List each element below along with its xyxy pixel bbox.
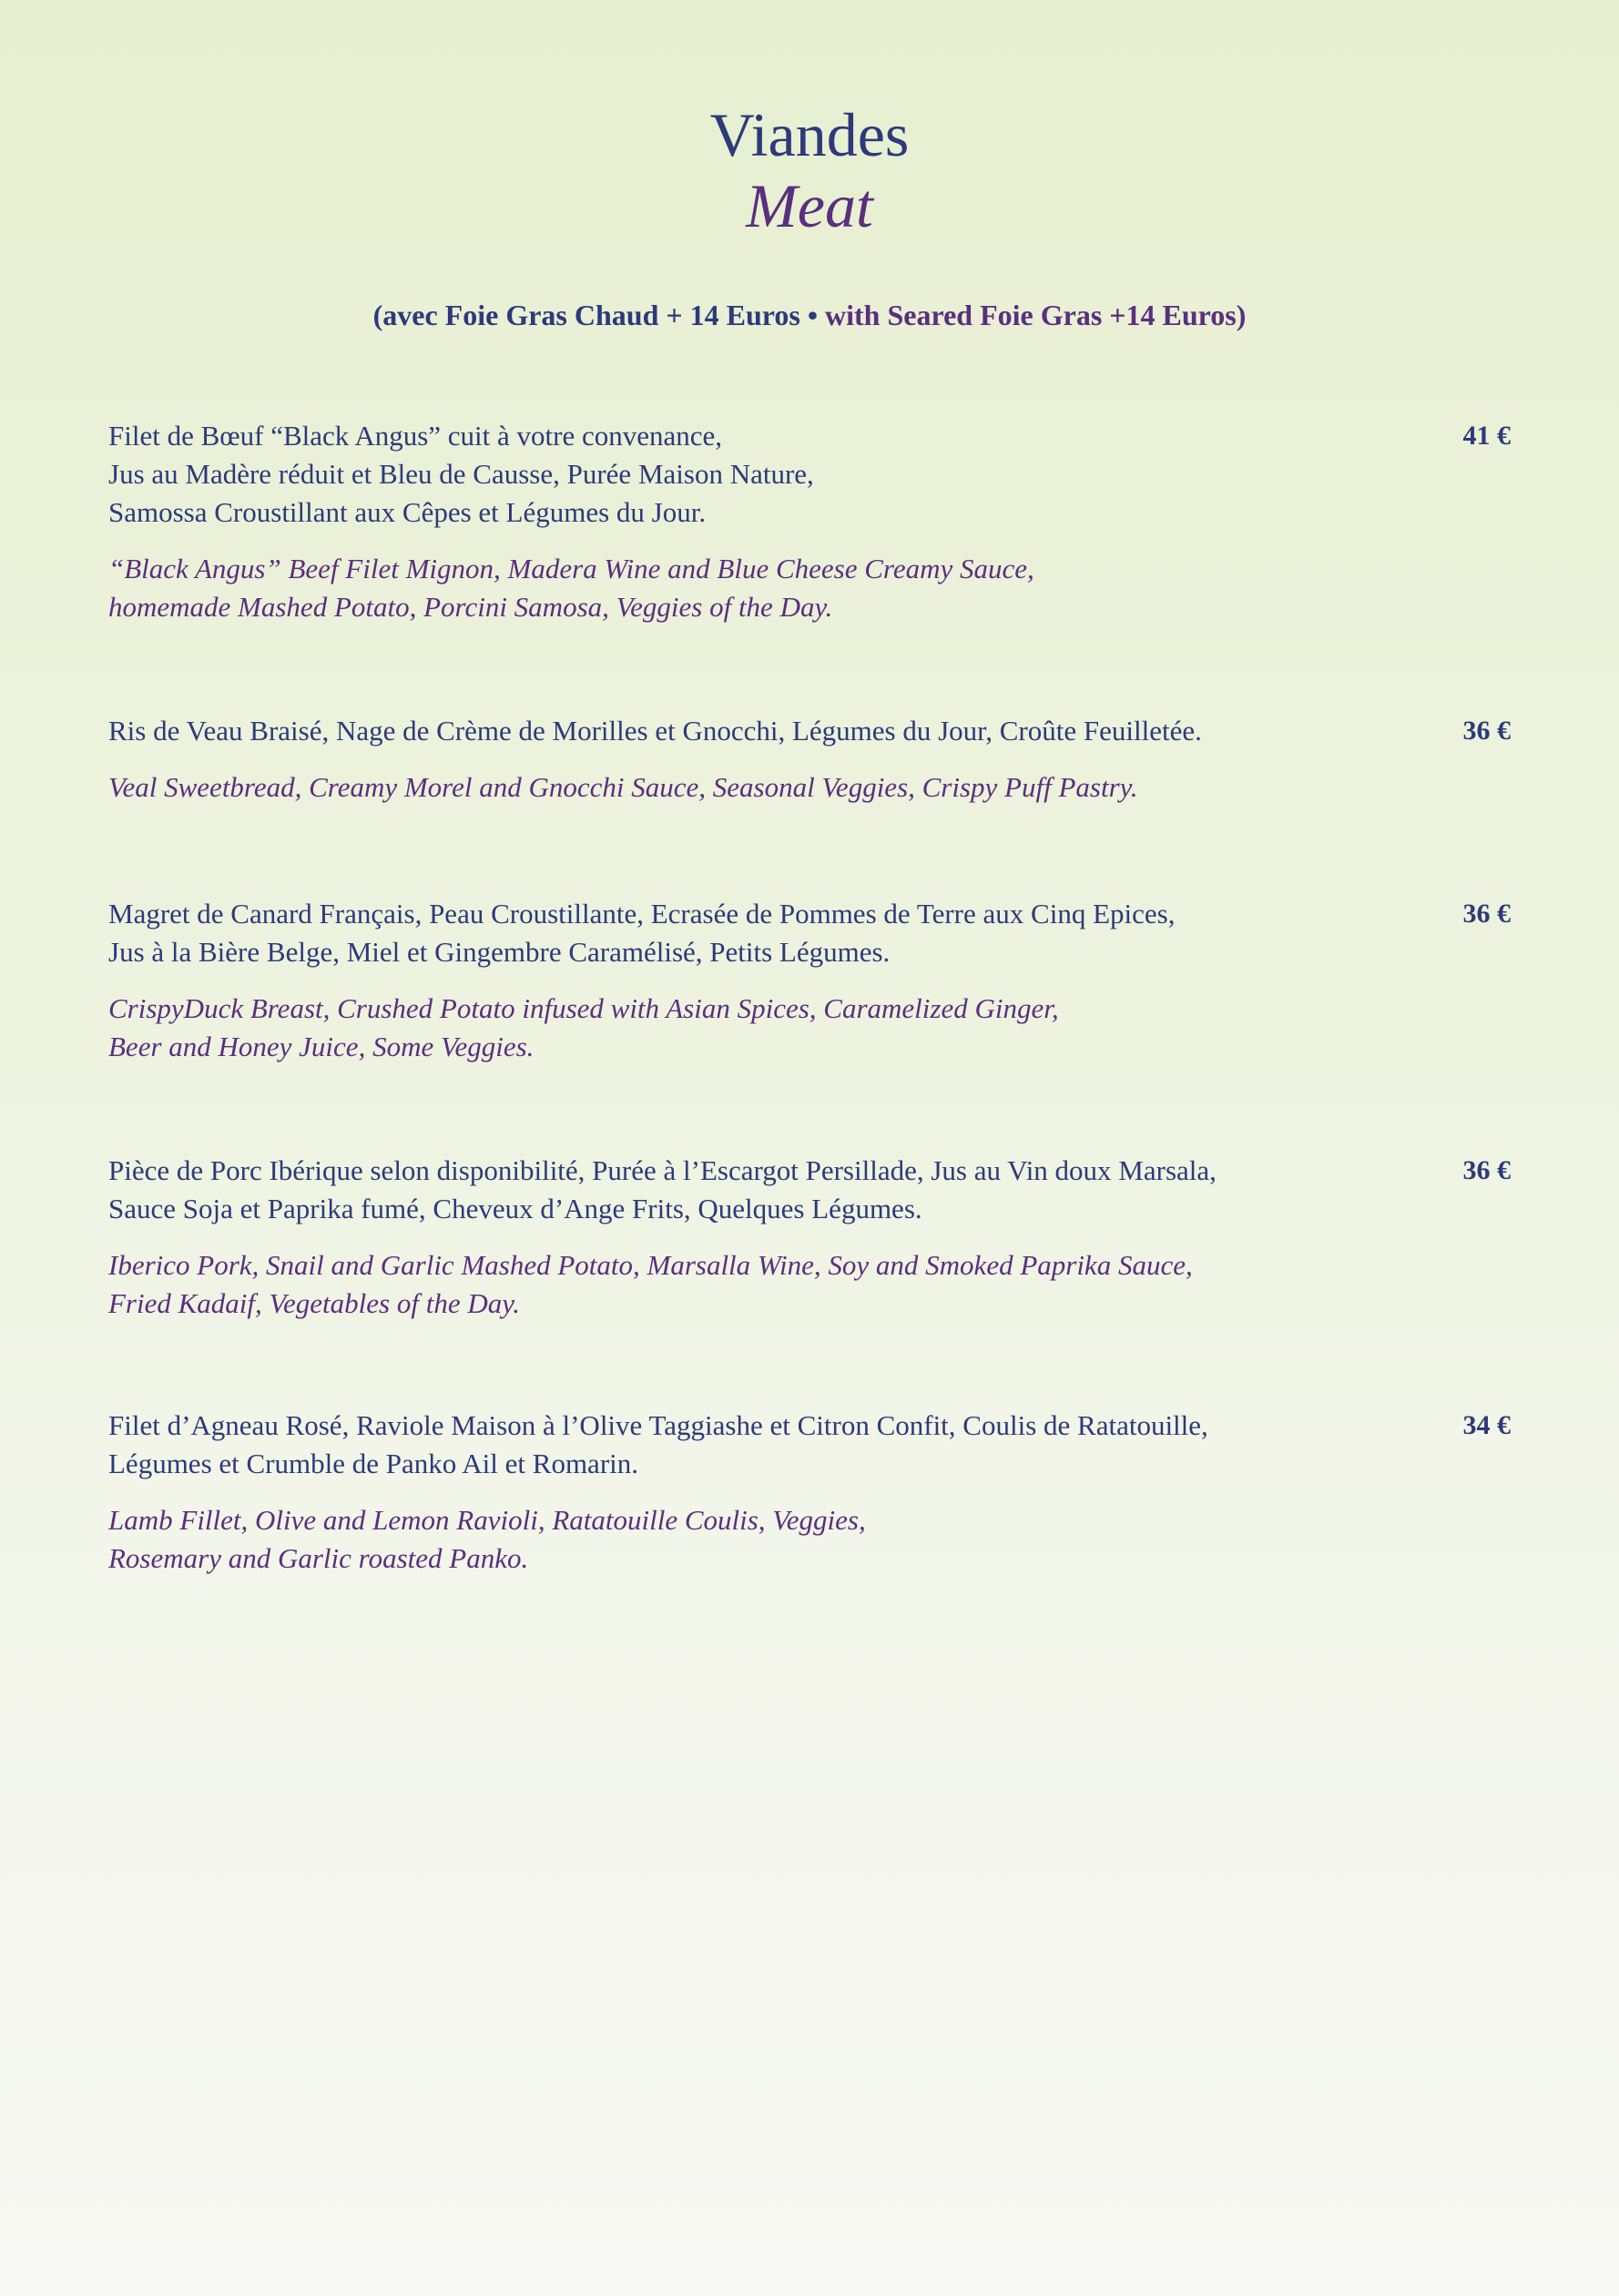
dish-description-en: Iberico Pork, Snail and Garlic Mashed Potato, Marsalla Wine, Soy and Smoked Paprika Sauce, Fried Kadaif, Vegetables of the Day. [108, 1249, 1193, 1319]
dish-description-en: Veal Sweetbread, Creamy Morel and Gnocchi Sauce, Seasonal Veggies, Crispy Puff Pastry. [108, 771, 1138, 803]
dish-price: 34 € [1462, 1410, 1511, 1440]
foie-gras-note [0, 297, 1619, 333]
note-separator: • [799, 299, 826, 331]
menu-item [108, 417, 1511, 626]
dish-description-en: Lamb Fillet, Olive and Lemon Ravioli, Ratatouille Coulis, Veggies, Rosemary and Garlic roasted Panko. [108, 1504, 866, 1574]
dish-price: 36 € [1462, 899, 1511, 929]
page-title-en: Meat [746, 171, 873, 240]
dish-description-fr: Filet d’Agneau Rosé, Raviole Maison à l’Olive Taggiashe et Citron Confit, Coulis de Ratatouille, Légumes et Crumble de Panko Ail et Romarin. [108, 1409, 1208, 1479]
dish-description-fr: Pièce de Porc Ibérique selon disponibilité, Purée à l’Escargot Persillade, Jus au Vin doux Marsala, Sauce Soja et Paprika fumé, Cheveux d’Ange Frits, Quelques Légumes. [108, 1154, 1217, 1224]
page-title-fr: Viandes [709, 100, 910, 169]
menu-item [108, 1152, 1511, 1323]
dish-description-fr: Filet de Bœuf “Black Angus” cuit à votre convenance, Jus au Madère réduit et Bleu de Causse, Purée Maison Nature, Samossa Croustillant aux Cêpes et Légumes du Jour. [108, 420, 814, 528]
dish-description-fr: Ris de Veau Braisé, Nage de Crème de Morilles et Gnocchi, Légumes du Jour, Croûte Feuilletée. [108, 715, 1202, 747]
foie-gras-note-en: with Seared Foie Gras +14 Euros) [825, 299, 1247, 331]
dish-price: 36 € [1462, 716, 1511, 746]
menu-item [108, 1407, 1511, 1578]
foie-gras-note-fr: (avec Foie Gras Chaud + 14 Euros [372, 299, 800, 331]
dish-price: 41 € [1462, 421, 1511, 451]
dish-description-en: “Black Angus” Beef Filet Mignon, Madera Wine and Blue Cheese Creamy Sauce, homemade Mashed Potato, Porcini Samosa, Veggies of the Day. [108, 553, 1034, 623]
dish-price: 36 € [1462, 1155, 1511, 1185]
dish-description-en: CrispyDuck Breast, Crushed Potato infused with Asian Spices, Caramelized Ginger, Beer and Honey Juice, Some Veggies. [108, 992, 1059, 1062]
menu-item [108, 712, 1511, 807]
menu-item [108, 895, 1511, 1066]
dish-description-fr: Magret de Canard Français, Peau Croustillante, Ecrasée de Pommes de Terre aux Cinq Epices, Jus à la Bière Belge, Miel et Gingembre Caramélisé, Petits Légumes. [108, 898, 1176, 968]
